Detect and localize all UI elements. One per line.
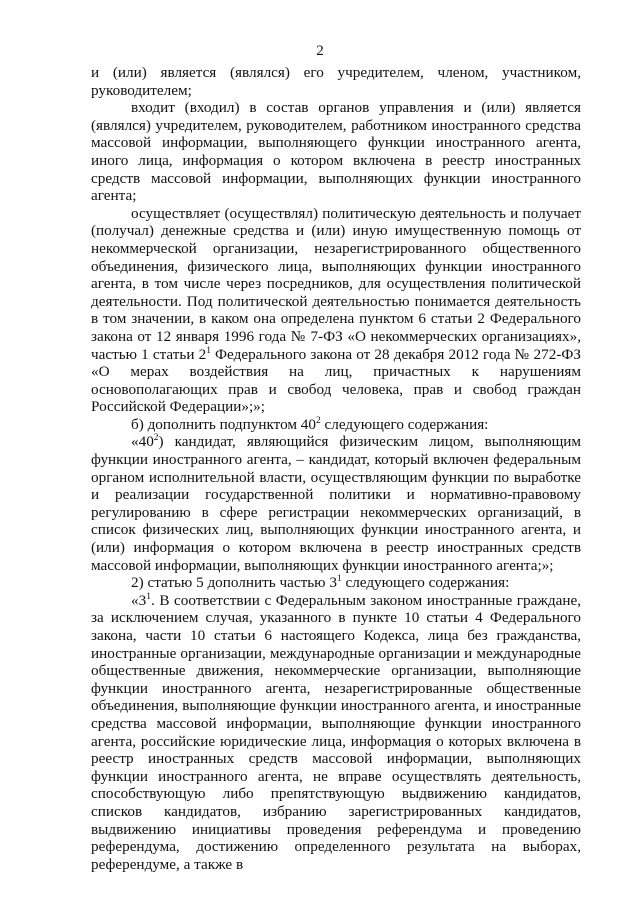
paragraph (91, 205, 581, 416)
paragraph (91, 64, 581, 99)
paragraph (91, 574, 581, 592)
paragraph (91, 99, 581, 205)
text-run: ) кандидат, являющийся физическим лицом, выполняющим функции иностранного агента, – кандидат, который включен федеральным органом исполнительной власти, осуществляющим функции по выработке и реализации государственной политики и нормативно-правовому регулированию в сфере регистрации некоммерческих организаций, в список физических лиц, выполняющих функции иностранного агента, и (или) информация о котором включена в реестр иностранных средств массовой информации, выполняющих функции иностранного агента;»; (91, 433, 581, 574)
text-run: входит (входил) в состав органов управления и (или) является (являлся) учредителем, руководителем, работником иностранного средства массовой информации, выполняющего функции иностранного агента, иного лица, информация о котором включена в реестр иностранных средств массовой информации, выполняющих функции иностранного агента; (91, 99, 581, 205)
text-run: . В соответствии с Федеральным законом иностранные граждане, за исключением случая, указанного в пункте 10 статьи 4 Федерального закона, части 10 статьи 6 настоящего Кодекса, лица без гражданства, иностранные организации, международные организации и международные общественные движения, некоммерческие организации, выполняющие функции иностранного агента, незарегистрированные общественные объединения, выполняющие функции иностранного агента, и иностранные средства массовой информации, выполняющие функции иностранного агента, российские юридические лица, информация о которых включена в реестр иностранных средств массовой информации, выполняющих функции иностранного агента, не вправе осуществлять деятельность, способствующую либо препятствующую выдвижению кандидатов, списков кандидатов, избранию зарегистрированных кандидатов, выдвижению инициативы проведения референдума и проведению референдума, достижению определенного результата на выборах, референдуме, а также в (91, 591, 581, 873)
text-run: «3 (131, 591, 147, 609)
superscript: 1 (146, 591, 151, 602)
superscript: 1 (206, 345, 211, 356)
text-run: «40 (131, 433, 154, 451)
document-body (91, 64, 581, 873)
page-number: 2 (316, 43, 324, 59)
text-run: и (или) является (являлся) его учредителем, членом, участником, руководителем; (91, 64, 581, 99)
text-run: б) дополнить подпунктом 40 (131, 415, 316, 433)
superscript: 2 (316, 415, 321, 426)
text-run: следующего содержания: (341, 574, 510, 592)
superscript: 1 (336, 574, 342, 585)
superscript: 2 (153, 433, 159, 444)
text-run: следующего содержания: (320, 415, 489, 433)
paragraph (91, 433, 581, 574)
paragraph (91, 416, 581, 434)
text-run: 2) статью 5 дополнить частью 3 (131, 574, 337, 592)
text-run: осуществляет (осуществлял) политическую деятельность и получает (получал) денежные средства и (или) иную имущественную помощь от некоммерческой организации, незарегистрированного общественного объединения, физического лица, выполняющих функции иностранного агента, в том числе через посредников, для осуществления политической деятельности. Под политической деятельностью понимается деятельность в том значении, в каком она определена пунктом 6 статьи 2 Федерального закона от 12 января 1996 года № 7-ФЗ «О некоммерческих организациях», частью 1 статьи 2 (91, 204, 581, 363)
paragraph (91, 592, 581, 874)
text-run: Федерального закона от 28 декабря 2012 года № 272-ФЗ «О мерах воздействия на лиц, причастных к нарушениям основополагающих прав и свобод человека, прав и свобод граждан Российской Федерации»;»; (91, 345, 581, 416)
